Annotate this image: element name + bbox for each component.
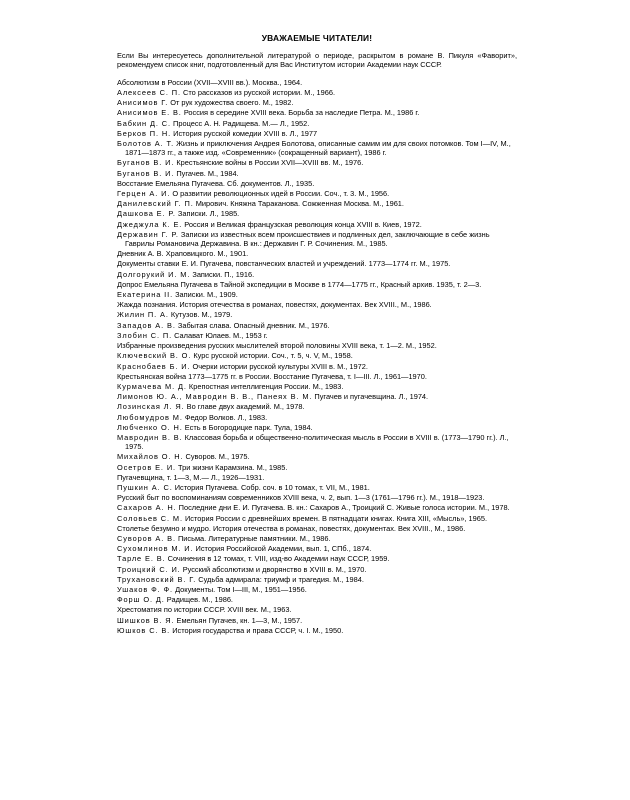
reference-author: Мавродин В. В. [117,432,183,442]
reference-item [117,534,517,543]
reference-item [117,341,517,350]
reference-item [117,158,517,167]
reference-text: Россия и Великая французская революция конца XVIII в. Киев, 1972. [182,219,422,229]
reference-item [117,189,517,198]
reference-item [117,98,517,107]
reference-text: Кутузов. М., 1979. [168,310,233,320]
reference-item [117,119,517,128]
reference-item [117,129,517,138]
reference-author: Джеджула К. Е. [117,219,183,229]
page-title: УВАЖАЕМЫЕ ЧИТАТЕЛИ! [261,33,373,43]
reference-item [117,230,517,248]
reference-text: Салават Юлаев. М., 1953 г. [172,330,268,340]
reference-author: Анисимов Г. [117,98,169,108]
reference-author: Ушаков Ф. Ф. [117,584,174,594]
reference-item [117,88,517,97]
reference-item [117,220,517,229]
reference-author: Тарле Е. В. [117,554,166,564]
reference-item [117,392,517,401]
reference-text: Федор Волков. Л., 1983. [182,412,268,422]
reference-author: Шишков В. Я. [117,615,175,625]
reference-author: Михайлов О. Н. [117,452,184,462]
reference-text: Емельян Пугачев, кн. 1—3, М., 1957. [174,615,303,625]
reference-author: Берков П. Н. [117,128,172,138]
reference-text: Классовая борьба и общественно-политическая мысль в России в XVIII в. (1773—1790 гг.). Л., 1975. [125,432,509,452]
reference-item [117,259,517,268]
reference-item [117,463,517,472]
reference-text: Записки. Л., 1985. [175,209,240,219]
reference-item [117,626,517,635]
reference-author: Трухановский В. Г. [117,574,197,584]
reference-item [117,290,517,299]
reference-author: Любченко О. Н. [117,422,183,432]
reference-text: Записки. П., 1916. [190,269,255,279]
reference-text: Жажда познания. История отечества в романах, повестях, документах. Век XVIII., М., 1986. [117,300,432,310]
reference-item [117,595,517,604]
reference-text: Пугачевщина, т. 1—3, М.— Л., 1926—1931. [117,472,265,482]
reference-item [117,524,517,533]
reference-list [117,78,517,635]
reference-item [117,321,517,330]
reference-item [117,514,517,523]
reference-text: Столетье безумно и мудро. История отечества в романах, повестях, документах. Век XVIII., М., 1986. [117,523,466,533]
reference-item [117,382,517,391]
reference-item [117,78,517,87]
reference-text: Сто рассказов из русской истории. М., 1966. [180,88,336,98]
bibliography-page [117,33,517,636]
reference-text: Абсолютизм в России (XVII—XVIII вв.). Москва., 1964. [117,77,303,87]
reference-text: Курс русской истории. Соч., т. 5, ч. V, М., 1958. [191,351,353,361]
reference-text: Россия в середине XVIII века. Борьба за наследие Петра. М., 1986 г. [181,108,420,118]
reference-item [117,616,517,625]
reference-author: Сахаров А. Н. [117,503,177,513]
reference-text: Письма. Литературные памятники. М., 1986. [175,533,331,543]
reference-author: Троицкий С. И. [117,564,181,574]
reference-text: История России с древнейших времен. В пятнадцати книгах. Книга XIII, «Мысль», 1965. [182,513,488,523]
reference-author: Данилевский Г. П. [117,199,194,209]
reference-author: Форш О. Д. [117,595,165,605]
reference-item [117,544,517,553]
reference-item [117,423,517,432]
reference-author: Лозинская Л. Я. [117,402,185,412]
reference-item [117,493,517,502]
reference-author: Болотов А. Т. [117,139,175,149]
reference-text: Крепостная интеллигенция России. М., 1983. [186,381,344,391]
reference-item [117,565,517,574]
reference-text: Жизнь и приключения Андрея Болотова, описанные самим им для своих потомков. Том I—IV, М., 1871—1873 гг., а также изд. «Современник» (сокращенный вариант), 1986 г. [125,139,511,158]
reference-author: Соловьев С. М. [117,513,183,523]
reference-author: Юшков С. В. [117,625,171,635]
reference-author: Долгорукий И. М. [117,269,191,279]
reference-text: От рук художества своего. М., 1982. [168,98,294,108]
reference-item [117,310,517,319]
reference-text: История русской комедии XVIII в. Л., 1977 [171,128,318,138]
reference-item [117,605,517,614]
reference-text: Документы ставки Е. И. Пугачева, повстанческих властей и учреждений. 1773—1774 гг. М., 1975. [117,259,451,269]
reference-text: О развитии революционных идей в России. Соч., т. 3. М., 1956. [170,189,390,199]
reference-text: Допрос Емельяна Пугачева в Тайной экспедиции в Москве в 1774—1775 гг., Красный архив. 1935, т. 2—3. [117,279,482,289]
reference-text: Хрестоматия по истории СССР. XVIII век. М., 1963. [117,605,292,615]
reference-author: Западов А. В. [117,320,176,330]
reference-author: Злобин С. П. [117,330,173,340]
reference-text: Сочинения в 12 томах, т. VIII, изд-во Академии наук СССР, 1959. [165,554,390,564]
reference-item [117,554,517,563]
intro-paragraph: Если Вы интересуетесь дополнительной литературой о периоде, раскрытом в романе В. Пикуля «Фаворит», рекомендуем список книг, подготовленный для Вас Институтом истории Академии наук СССР. [117,51,517,70]
reference-item [117,413,517,422]
reference-author: Бабкин Д. С. [117,118,171,128]
reference-item [117,280,517,289]
reference-item [117,402,517,411]
reference-item [117,585,517,594]
reference-author: Жилин П. А. [117,310,169,320]
reference-text: Процесс А. Н. Радищева. М.— Л., 1952. [171,118,310,128]
reference-author: Анисимов Е. В. [117,108,182,118]
reference-text: Записки. М., 1909. [173,290,238,300]
reference-text: Дневник А. В. Храповицкого. М., 1901. [117,249,249,259]
reference-text: Мирович. Княжна Тараканова. Сожженная Москва. М., 1961. [193,199,404,209]
reference-item [117,169,517,178]
reference-item [117,503,517,512]
reference-text: Избранные произведения русских мыслителей второй половины XVIII века, т. 1—2. М., 1952. [117,341,437,351]
reference-text: Крестьянские войны в России XVII—XVIII вв. М., 1976. [174,158,364,168]
reference-item [117,179,517,188]
reference-author: Краснобаев Б. И. [117,361,191,371]
reference-item [117,483,517,492]
reference-item [117,108,517,117]
reference-text: История государства и права СССР, ч. I. М., 1950. [170,625,344,635]
reference-text: Последние дни Е. И. Пугачева. В. кн.: Сахаров А., Троицкий С. Живые голоса истории. М., 1978. [176,503,510,513]
reference-author: Лимонов Ю. А., Мавродин В. В., Панеях В. М. [117,392,313,402]
reference-text: Забытая слава. Опасный дневник. М., 1976. [175,320,330,330]
reference-text: Документы. Том I—III, М., 1951—1956. [173,584,307,594]
reference-author: Ключевский В. О. [117,351,192,361]
reference-author: Дашкова Е. Р. [117,209,176,219]
reference-item [117,331,517,340]
reference-text: Крестьянская война 1773—1775 гг. в России. Восстание Пугачева, т. I—III. Л., 1961—1970. [117,371,427,381]
reference-text: Судьба адмирала: триумф и трагедия. М., 1984. [196,574,364,584]
reference-author: Пушкин А. С. [117,482,173,492]
reference-item [117,139,517,157]
reference-item [117,433,517,451]
reference-author: Екатерина II. [117,290,174,300]
reference-item [117,575,517,584]
reference-text: Пугачев. М., 1984. [174,168,239,178]
reference-author: Любомудров М. [117,412,183,422]
reference-text: Записки из известных всем происшествиев и подлинных дел, заключающие в себе жизнь Гаврилы Романовича Державина. В кн.: Державин Г. Р. Сочинения. М., 1985. [125,229,490,249]
reference-author: Алексеев С. П. [117,88,181,98]
reference-author: Курмачева М. Д. [117,381,187,391]
reference-text: Три жизни Карамзина. М., 1985. [176,462,288,472]
reference-text: Во главе двух академий. М., 1978. [184,402,305,412]
reference-item [117,473,517,482]
reference-text: Русский абсолютизм и дворянство в XVIII в. М., 1970. [180,564,367,574]
reference-text: Пугачев и пугачевщина. Л., 1974. [312,392,429,402]
reference-text: Радищев. М., 1986. [164,595,233,605]
reference-item [117,372,517,381]
reference-item [117,270,517,279]
reference-item [117,452,517,461]
reference-item [117,199,517,208]
reference-author: Осетров Е. И. [117,462,176,472]
reference-author: Буганов В. И. [117,158,175,168]
reference-item [117,362,517,371]
reference-author: Суворов А. В. [117,533,176,543]
reference-item [117,249,517,258]
reference-text: Русский быт по воспоминаниям современников XVIII века, ч. 2, вып. 1—3 (1761—1796 гг.). М., 1918—1923. [117,493,485,503]
reference-author: Герцен А. И. [117,189,171,199]
reference-text: Очерки истории русской культуры XVIII в. М., 1972. [190,361,368,371]
reference-text: Есть в Богородицке парк. Тула, 1984. [182,422,313,432]
reference-author: Державин Г. Р. [117,229,179,239]
reference-text: История Пугачева. Собр. соч. в 10 томах, т. VII, М., 1981. [172,482,370,492]
reference-author: Сухомлинов М. И. [117,544,194,554]
reference-text: История Российской Академии, вып. 1, СПб., 1874. [193,544,372,554]
reference-text: Суворов. М., 1975. [183,452,250,462]
reference-item [117,351,517,360]
reference-item [117,209,517,218]
reference-author: Буганов В. И. [117,168,175,178]
reference-text: Восстание Емельяна Пугачева. Сб. документов. Л., 1935. [117,178,315,188]
reference-item [117,300,517,309]
